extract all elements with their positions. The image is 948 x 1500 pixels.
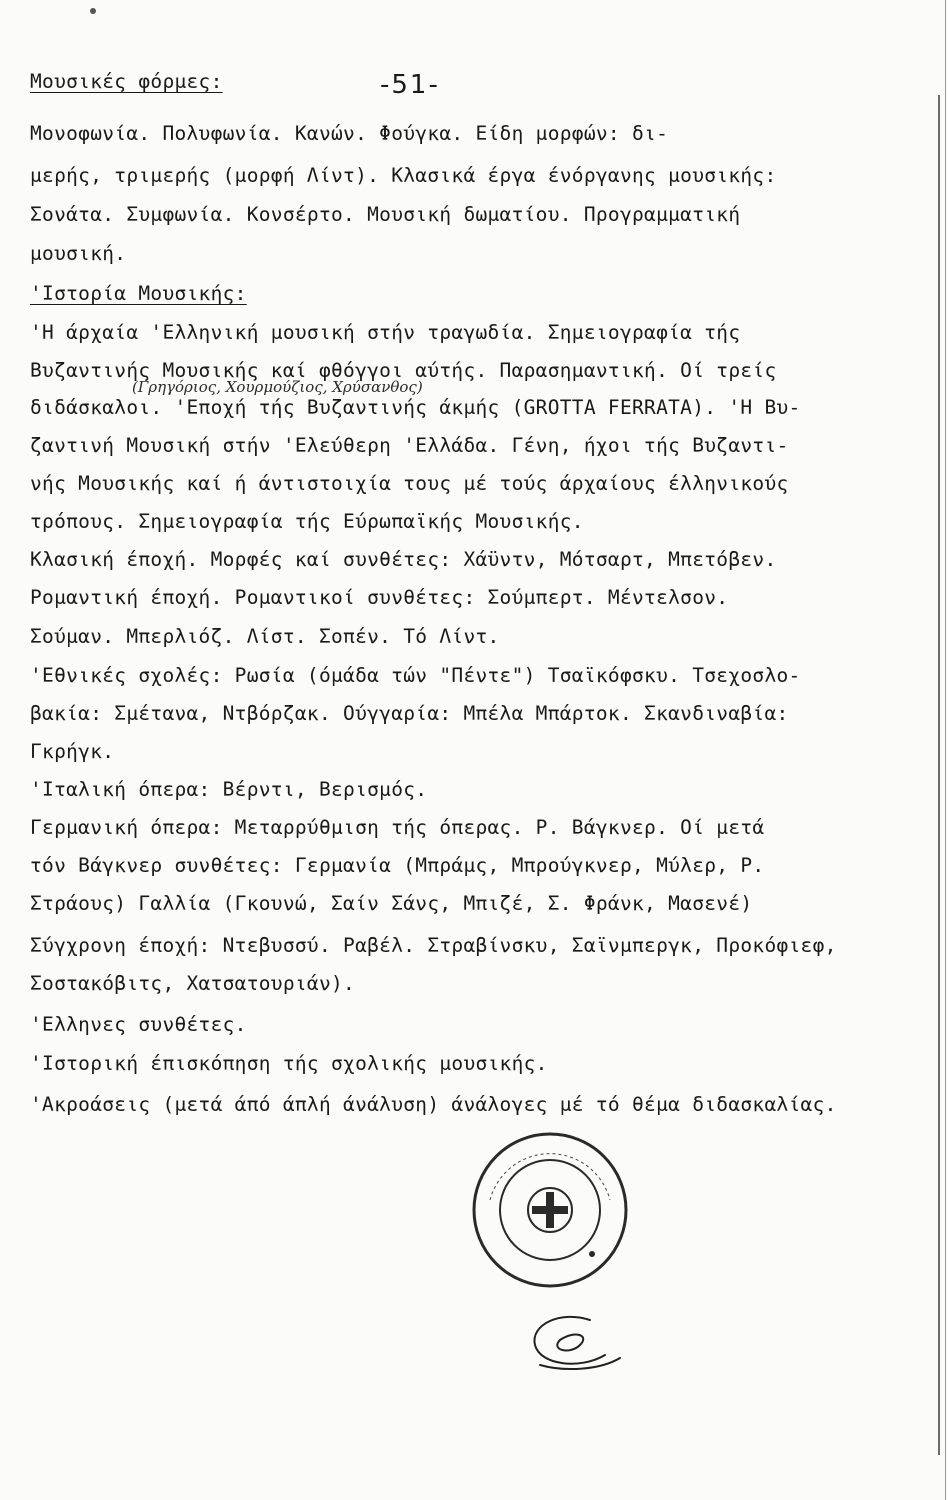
text-line: Ρομαντική έποχή. Ρομαντικοί συνθέτες: Σούμπερτ. Μέντελσον. [30, 586, 729, 609]
text-line: Γκρήγκ. [30, 740, 115, 763]
handwritten-annotation: (Γρηγόριος, Χουρμούζιος, Χρύσανθος) [132, 378, 423, 396]
official-stamp-icon [470, 1130, 630, 1290]
text-line: 'Ελληνες συνθέτες. [30, 1013, 247, 1036]
text-line: Σύγχρονη έποχή: Ντεβυσσύ. Ραβέλ. Στραβίνσκυ, Σαϊνμπεργκ, Προκόφιεφ, [30, 934, 837, 957]
text-line: 'Η άρχαία 'Ελληνική μουσική στήν τραγωδία. Σημειογραφία τής [30, 321, 741, 344]
text-line: Κλασική έποχή. Μορφές καί συνθέτες: Χάϋντν, Μότσαρτ, Μπετόβεν. [30, 548, 777, 571]
text-line: τόν Βάγκνερ συνθέτες: Γερμανία (Μπράμς, Μπρούγκνερ, Μύλερ, Ρ. [30, 854, 765, 877]
text-line: Μονοφωνία. Πολυφωνία. Κανών. Φούγκα. Είδη μορφών: δι- [30, 122, 669, 145]
heading-music-history: 'Ιστορία Μουσικής: [30, 282, 247, 305]
text-line: μουσική. [30, 242, 127, 265]
page-number: -51- [380, 70, 440, 100]
text-line: μερής, τριμερής (μορφή Λίντ). Κλασικά έργα ένόργανης μουσικής: [30, 164, 777, 187]
text-line: 'Εθνικές σχολές: Ρωσία (όμάδα τών "Πέντε") Τσαϊκόφσκυ. Τσεχοσλο- [30, 664, 801, 687]
text-line: 'Ακροάσεις (μετά άπό άπλή άνάλυση) άνάλογες μέ τό θέμα διδασκαλίας. [30, 1093, 837, 1116]
text-line: τρόπους. Σημειογραφία τής Εύρωπαϊκής Μουσικής. [30, 510, 584, 533]
paper-mark [90, 8, 96, 14]
signature-icon [520, 1300, 630, 1380]
text-line: βακία: Σμέτανα, Ντβόρζακ. Ούγγαρία: Μπέλα Μπάρτοκ. Σκανδιναβία: [30, 702, 789, 725]
text-line: Βυζαντινής Μουσικής καί φθόγγοι αύτής. Παρασημαντική. Οί τρείς [30, 359, 777, 382]
text-line: νής Μουσικής καί ή άντιστοιχία τους μέ τούς άρχαίους έλληνικούς [30, 472, 789, 495]
text-line: 'Ιταλική όπερα: Βέρντι, Βερισμός. [30, 778, 428, 801]
text-line: ζαντινή Μουσική στήν 'Ελεύθερη 'Ελλάδα. Γένη, ήχοι τής Βυζαντι- [30, 434, 789, 457]
heading-music-forms: Μουσικές φόρμες: [30, 70, 223, 93]
text-line: διδάσκαλοι. 'Εποχή τής Βυζαντινής άκμής (GROTTA FERRATA). 'Η Βυ- [30, 396, 801, 419]
page-edge-outer [945, 0, 946, 1500]
text-line: Σοστακόβιτς, Χατσατουριάν). [30, 972, 356, 995]
text-line: Στράους) Γαλλία (Γκουνώ, Σαίν Σάνς, Μπιζέ, Σ. Φράνκ, Μασενέ) [30, 892, 753, 915]
text-line: 'Ιστορική έπισκόπηση τής σχολικής μουσικής. [30, 1052, 548, 1075]
page-edge [938, 95, 940, 1455]
text-line: Γερμανική όπερα: Μεταρρύθμιση τής όπερας. Ρ. Βάγκνερ. Οί μετά [30, 816, 765, 839]
text-line: Σονάτα. Συμφωνία. Κονσέρτο. Μουσική δωματίου. Προγραμματική [30, 203, 741, 226]
text-line: Σούμαν. Μπερλιόζ. Λίστ. Σοπέν. Τό Λίντ. [30, 625, 500, 648]
